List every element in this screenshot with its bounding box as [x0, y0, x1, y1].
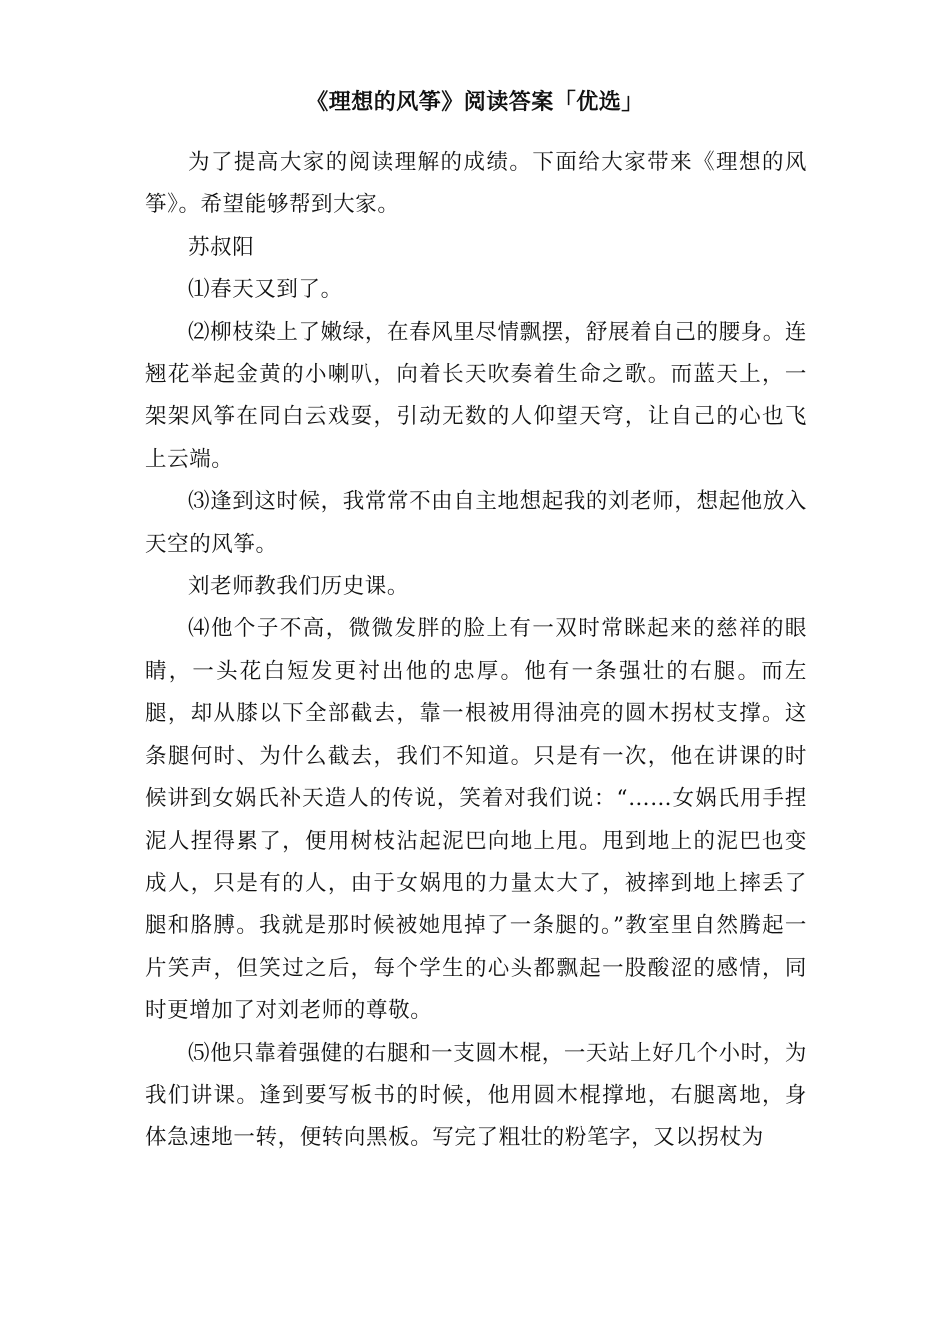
paragraph-teacher: 刘老师教我们历史课。 — [188, 574, 410, 600]
paragraph-intro: 为了提高大家的阅读理解的成绩。下面给大家带来《理想的风筝》。希望能够帮到大家。 — [145, 150, 807, 218]
paragraph-5: ⑸他只靠着强健的右腿和一支圆木棍，一天站上好几个小时，为我们讲课。逢到要写板书的时候，他用圆木棍撑地，右腿离地，身体急速地一转，便转向黑板。写完了粗壮的粉笔字，又以拐杖为 — [145, 1040, 807, 1151]
document-title: 《理想的风筝》阅读答案「优选」 — [306, 90, 644, 115]
paragraph-3: ⑶逢到这时候，我常常不由自主地想起我的刘老师，想起他放入天空的风筝。 — [145, 489, 807, 557]
paragraph-2: ⑵柳枝染上了嫩绿，在春风里尽情飘摆，舒展着自己的腰身。连翘花举起金黄的小喇叭，向着长天吹奏着生命之歌。而蓝天上，一架架风筝在同白云戏耍，引动无数的人仰望天穹，让自己的心也飞上云端。 — [145, 319, 807, 472]
paragraph-4: ⑷他个子不高，微微发胖的脸上有一双时常眯起来的慈祥的眼睛，一头花白短发更衬出他的忠厚。他有一条强壮的右腿。而左腿，却从膝以下全部截去，靠一根被用得油亮的圆木拐杖支撑。这条腿何时、为什么截去，我们不知道。只是有一次，他在讲课的时候讲到女娲氏补天造人的传说，笑着对我们说：“……女娲氏用手捏泥人捏得累了，便用树枝沾起泥巴向地上甩。甩到地上的泥巴也变成人，只是有的人，由于女娲甩的力量太大了，被摔到地上摔丢了腿和胳膊。我就是那时候被她甩掉了一条腿的。”教室里自然腾起一片笑声，但笑过之后，每个学生的心头都飘起一股酸涩的感情，同时更增加了对刘老师的尊敬。 — [145, 616, 807, 1024]
paragraph-1: ⑴春天又到了。 — [188, 277, 343, 303]
document-body — [145, 142, 807, 1160]
paragraph-author: 苏叔阳 — [188, 234, 255, 260]
